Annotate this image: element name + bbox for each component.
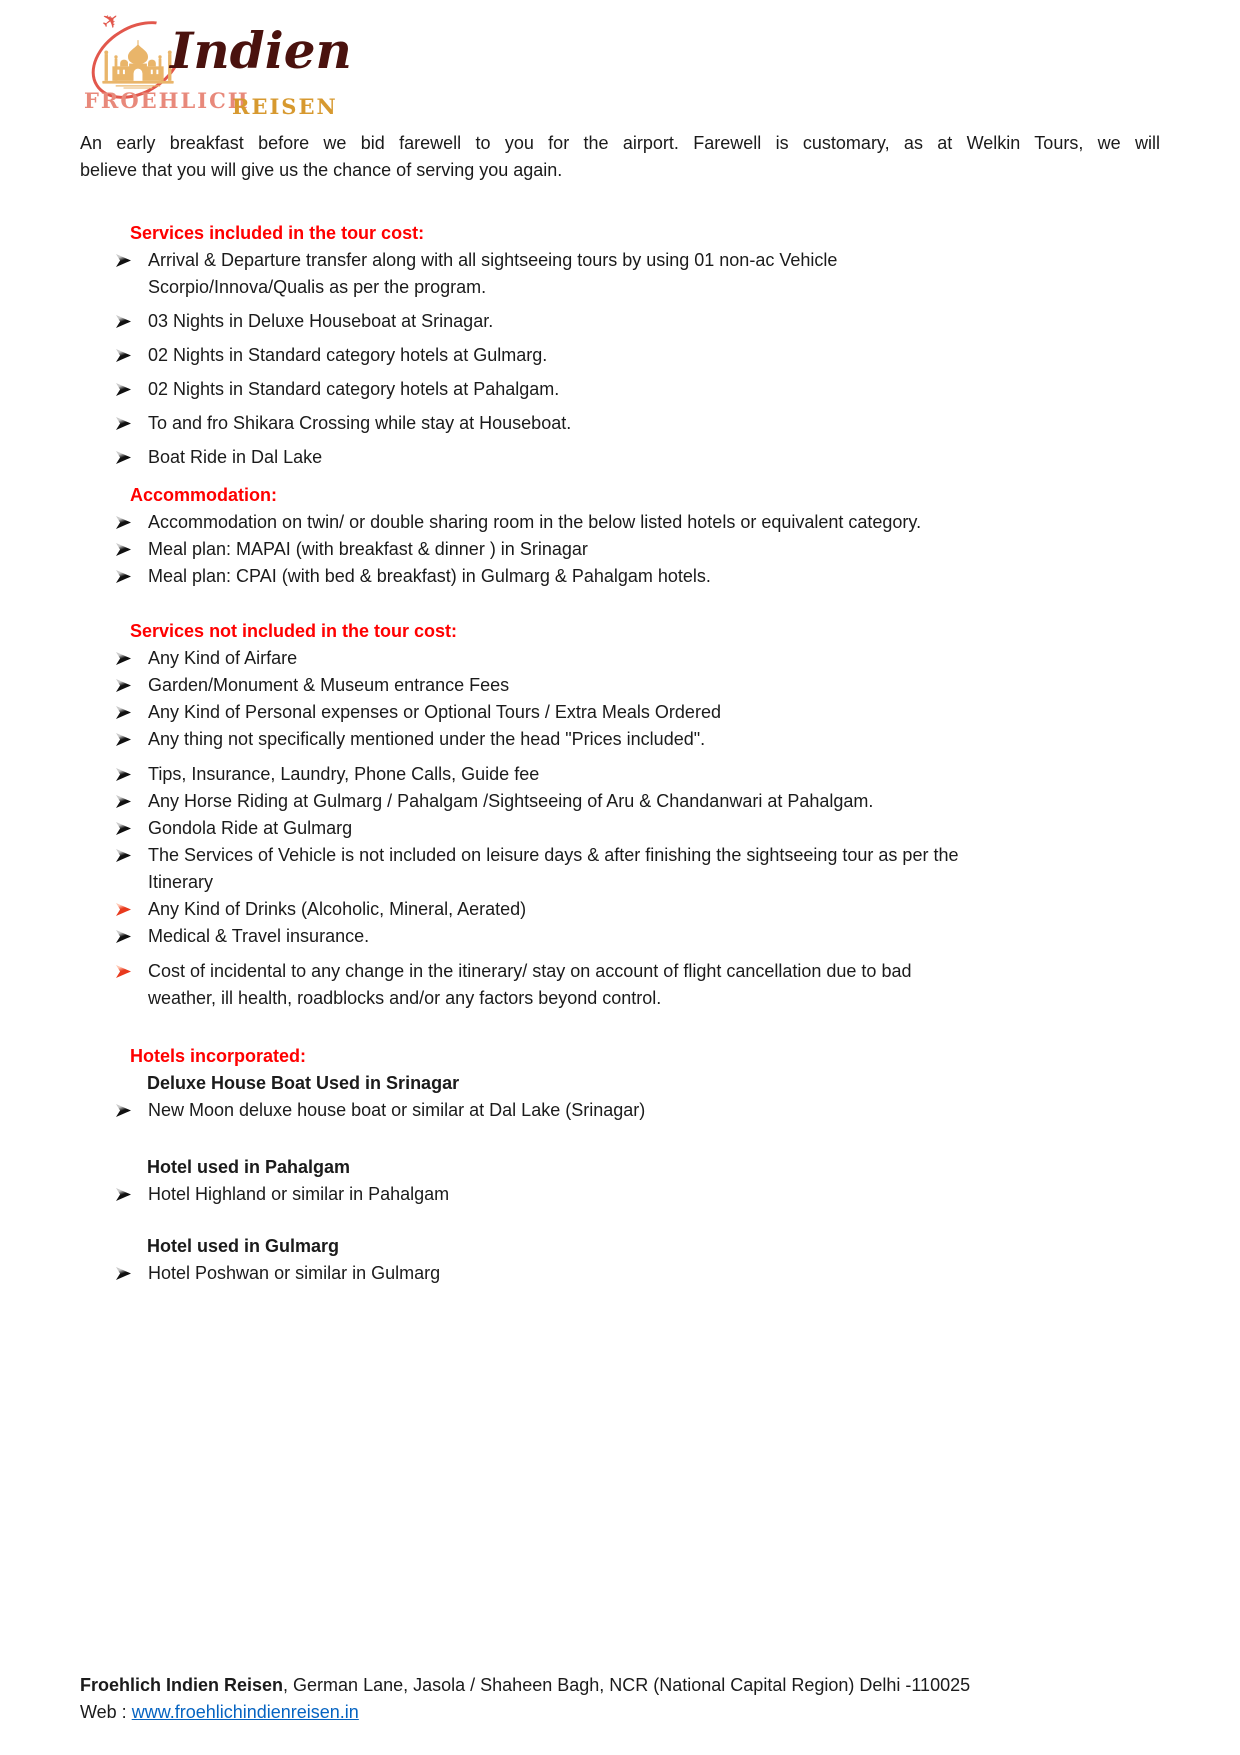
document-body — [80, 220, 1160, 1287]
intro-line: believe that you will give us the chance of serving you again. — [80, 160, 563, 180]
list-item — [80, 444, 1160, 471]
sub-heading: Deluxe House Boat Used in Srinagar — [147, 1073, 460, 1093]
footer-company-name: Froehlich Indien Reisen — [80, 1675, 284, 1695]
list-item-text: The Services of Vehicle is not included on leisure days & after finishing the sightseeing tour as per the Itinerary — [148, 845, 959, 892]
list-item-text: Any Kind of Drinks (Alcoholic, Mineral, Aerated) — [148, 899, 527, 919]
arrow-bullet-icon — [116, 652, 131, 665]
footer-web-label: Web : — [80, 1702, 132, 1722]
arrow-bullet-icon — [116, 822, 131, 835]
list-item — [80, 1260, 1160, 1287]
list-item — [80, 645, 1160, 672]
list-item-text: Gondola Ride at Gulmarg — [148, 818, 353, 838]
arrow-bullet-icon — [116, 733, 131, 746]
list-item-text: 02 Nights in Standard category hotels at Pahalgam. — [148, 379, 560, 399]
intro-line: An early breakfast before we bid farewell to you for the airport. Farewell is customary, as at Welkin Tours, we will — [80, 133, 1160, 153]
list-item — [80, 761, 1160, 788]
list-item — [80, 842, 1160, 896]
intro-paragraph — [80, 130, 1160, 184]
sub-heading: Hotel used in Pahalgam — [147, 1157, 351, 1177]
list-item-text: Meal plan: MAPAI (with breakfast & dinner ) in Srinagar — [148, 539, 588, 559]
arrow-bullet-icon — [116, 965, 131, 978]
section-heading: Hotels incorporated: — [130, 1046, 307, 1066]
list-item-text: Any Kind of Airfare — [148, 648, 298, 668]
list-item — [80, 726, 1160, 753]
list-item-text: Boat Ride in Dal Lake — [148, 447, 323, 467]
arrow-bullet-icon — [116, 254, 131, 267]
arrow-bullet-icon — [116, 349, 131, 362]
list-item-text: New Moon deluxe house boat or similar at Dal Lake (Srinagar) — [148, 1100, 646, 1120]
arrow-bullet-icon — [116, 795, 131, 808]
list-item — [80, 896, 1160, 923]
section-heading: Services not included in the tour cost: — [130, 621, 458, 641]
logo — [80, 6, 410, 120]
list-item — [80, 308, 1160, 335]
footer-address-line — [80, 1672, 1160, 1699]
arrow-bullet-icon — [116, 849, 131, 862]
list-item — [80, 563, 1160, 590]
arrow-bullet-icon — [116, 1188, 131, 1201]
brand-name: Indien — [170, 21, 352, 80]
list-item-text: Accommodation on twin/ or double sharing room in the below listed hotels or equivalent category. — [148, 512, 922, 532]
list-item — [80, 815, 1160, 842]
list-item — [80, 247, 1160, 301]
list-item-text: 02 Nights in Standard category hotels at Gulmarg. — [148, 345, 548, 365]
arrow-bullet-icon — [116, 706, 131, 719]
arrow-bullet-icon — [116, 1104, 131, 1117]
section-heading: Accommodation: — [130, 485, 278, 505]
list-item-text: Any Horse Riding at Gulmarg / Pahalgam /Sightseeing of Aru & Chandanwari at Pahalgam. — [148, 791, 874, 811]
arrow-bullet-icon — [116, 679, 131, 692]
section-heading: Services included in the tour cost: — [130, 223, 425, 243]
list-item-text: Meal plan: CPAI (with bed & breakfast) in Gulmarg & Pahalgam hotels. — [148, 566, 711, 586]
list-item — [80, 699, 1160, 726]
list-item-text: Tips, Insurance, Laundry, Phone Calls, Guide fee — [148, 764, 540, 784]
list-item-text: Any thing not specifically mentioned under the head "Prices included". — [148, 729, 706, 749]
list-item — [80, 958, 1160, 1012]
list-item — [80, 410, 1160, 437]
list-item-text: To and fro Shikara Crossing while stay at Houseboat. — [148, 413, 572, 433]
list-item — [80, 1181, 1160, 1208]
arrow-bullet-icon — [116, 1267, 131, 1280]
arrow-bullet-icon — [116, 543, 131, 556]
arrow-bullet-icon — [116, 417, 131, 430]
list-item — [80, 536, 1160, 563]
arrow-bullet-icon — [116, 451, 131, 464]
footer — [80, 1672, 1160, 1726]
list-item — [80, 376, 1160, 403]
list-item — [80, 1097, 1160, 1124]
arrow-bullet-icon — [116, 516, 131, 529]
footer-website-link[interactable]: www.froehlichindienreisen.in — [131, 1702, 359, 1722]
airplane-icon: ✈ — [96, 6, 126, 36]
arrow-bullet-icon — [116, 383, 131, 396]
brand-word-reisen: REISEN — [232, 94, 338, 119]
list-item — [80, 509, 1160, 536]
list-item — [80, 342, 1160, 369]
sub-heading: Hotel used in Gulmarg — [147, 1236, 340, 1256]
arrow-bullet-icon — [116, 570, 131, 583]
list-item — [80, 788, 1160, 815]
arrow-bullet-icon — [116, 768, 131, 781]
list-item-text: 03 Nights in Deluxe Houseboat at Srinagar. — [148, 311, 494, 331]
arrow-bullet-icon — [116, 315, 131, 328]
list-item-text: Garden/Monument & Museum entrance Fees — [148, 675, 510, 695]
footer-address: , German Lane, Jasola / Shaheen Bagh, NCR (National Capital Region) Delhi -110025 — [283, 1675, 971, 1695]
footer-web-line — [80, 1699, 1160, 1726]
list-item-text: Cost of incidental to any change in the itinerary/ stay on account of flight cancellation due to bad weather, ill health, roadblocks and/or any factors beyond control. — [148, 961, 912, 1008]
list-item — [80, 923, 1160, 950]
brand-word-froehlich: FROEHLICH — [84, 88, 250, 113]
list-item — [80, 672, 1160, 699]
arrow-bullet-icon — [116, 930, 131, 943]
list-item-text: Hotel Poshwan or similar in Gulmarg — [148, 1263, 441, 1283]
list-item-text: Hotel Highland or similar in Pahalgam — [148, 1184, 450, 1204]
list-item-text: Medical & Travel insurance. — [148, 926, 370, 946]
taj-mahal-icon — [99, 33, 177, 93]
list-item-text: Any Kind of Personal expenses or Optional Tours / Extra Meals Ordered — [148, 702, 721, 722]
list-item-text: Arrival & Departure transfer along with all sightseeing tours by using 01 non-ac Vehicle Scorpio/Innova/Qualis as per the program. — [148, 250, 838, 297]
arrow-bullet-icon — [116, 903, 131, 916]
